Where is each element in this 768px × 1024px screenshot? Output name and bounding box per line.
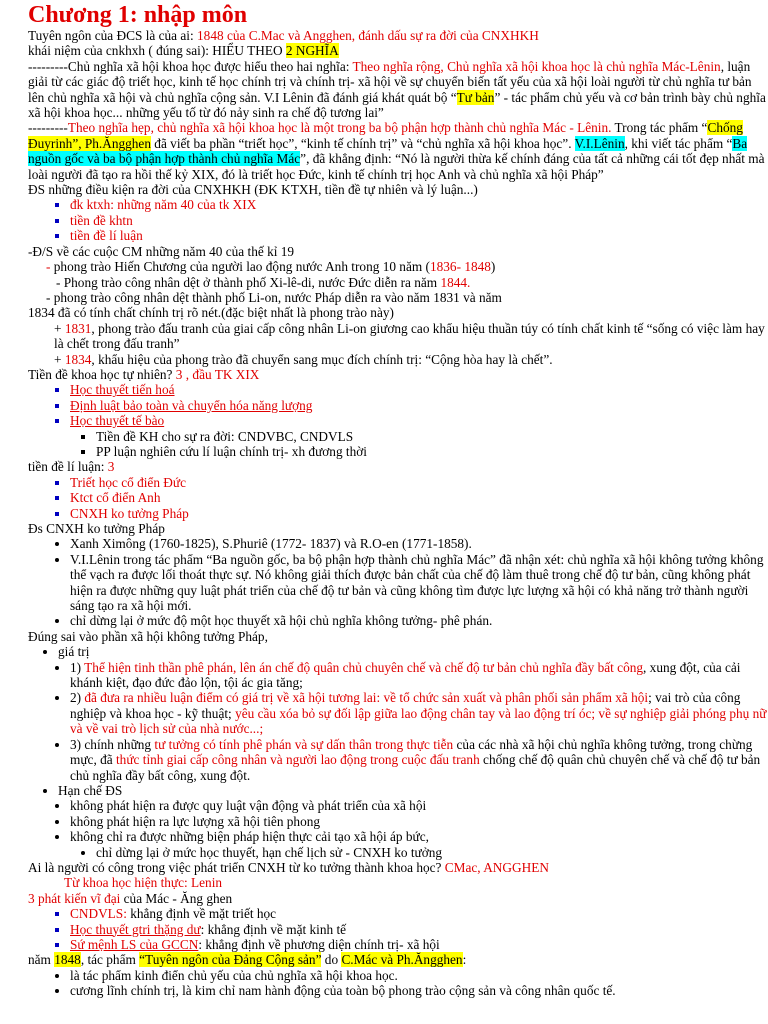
utopian-heading: Đs CNXH ko tưởng Pháp <box>28 521 165 536</box>
list-item: ▪ Ktct cổ điển Anh <box>70 490 768 505</box>
list-item: • cương lĩnh chính trị, là kim chỉ nam hành động của toàn bộ phong trào cộng sản và công nhân quốc tế. <box>70 983 768 998</box>
revolution-lyon-cont: 1834 đã có tính chất chính trị rõ nét.(đặc biệt nhất là phong trào này) <box>28 305 394 321</box>
list-item: • Xanh Ximông (1760-1825), S.Phuriê (1772- 1837) và R.O-en (1771-1858). <box>70 536 768 551</box>
revolution-silesia: - Phong trào công nhân dệt ở thành phố Xi-lê-di, nước Đức diễn ra năm 1844. <box>56 274 471 290</box>
theory-list <box>28 475 768 521</box>
paragraph-narrow-meaning: ---------Theo nghĩa hẹp, chủ nghĩa xã hội khoa học là một trong ba bộ phận hợp thành chủ nghĩa Mác - Lênin. Trong tác phẩm “Chống Đuyrinh”, Ph.Ăngghen đã viết ba phần “triết học”, “kinh tế chính trị” và “chủ nghĩa xã hội khoa học”. V.I.Lênin, khi viết tác phẩm “Ba nguồn gốc và ba bộ phận hợp thành chủ nghĩa Mác”, đã khẳng định: “Nó là người thừa kế chính đáng của tất cả những cái tốt đẹp nhất mà loài người đã tạo ra hồi thế kỷ XIX, đó là triết học Đức, kinh tế chính trị học Anh và chủ nghĩa xã hội Pháp” <box>28 120 765 182</box>
lyon-1834: + 1834, khẩu hiệu của phong trào đã chuyển sang mục đích chính trị: “Cộng hòa hay là chết”. <box>54 351 553 367</box>
contributors-lenin: Từ khoa học hiện thực: Lenin <box>64 875 223 891</box>
list-item: ▪ Học thuyết gtri thặng dư: khẳng định về mặt kinh tế <box>70 922 768 937</box>
list-item: • V.I.Lênin trong tác phẩm “Ba nguồn gốc, ba bộ phận hợp thành chủ nghĩa Mác” đã nhận xét: chủ nghĩa xã hội không tưởng không thể vạch ra được lối thoát thực sự. Nó không giải thích được bản chất của chế độ làm thuê trong chế độ tư bản, cũng không phát hiện ra được những quy luật phát triển của chế độ tư bản và cũng không tìm được lực lượng xã hội có khả năng trở thành người sáng tạo ra xã hội mới. <box>70 552 768 614</box>
list-item: • không phát hiện ra được quy luật vận động và phát triển của xã hội <box>70 798 768 813</box>
conditions-heading: ĐS những điều kiện ra đời của CNXHKH (ĐK KTXH, tiền đề tự nhiên và lý luận...) <box>28 182 478 198</box>
utopian-france-heading: Đúng sai vào phần xã hội không tưởng Pháp, <box>28 628 268 644</box>
list-item: • không phát hiện ra lực lượng xã hội tiên phong <box>70 814 768 829</box>
conditions-list <box>28 197 768 243</box>
values-list <box>28 660 768 783</box>
natural-science-sublist <box>28 429 768 460</box>
values-block <box>28 644 768 659</box>
discoveries-heading: 3 phát kiến vĩ đại của Mác - Ăng ghen <box>28 890 233 906</box>
list-item: ▪ Sứ mệnh LS của GCCN: khẳng định về phương diện chính trị- xã hội <box>70 937 768 952</box>
list-item: ▪ Học thuyết tiến hoá <box>70 382 768 397</box>
revolutions-heading: -Đ/S về các cuộc CM những năm 40 của thế kỉ 19 <box>28 243 295 259</box>
revolution-lyon: - phong trào công nhân dệt thành phố Li-on, nước Pháp diễn ra vào năm 1831 và năm <box>46 289 502 305</box>
limits-list <box>28 798 768 844</box>
list-item: ▪ Học thuyết tế bào <box>70 413 768 428</box>
list-item: ▪ đk ktxh: những năm 40 của tk XIX <box>70 197 768 212</box>
list-item: • không chỉ ra được những biện pháp hiện thực cải tạo xã hội áp bức, <box>70 829 768 844</box>
list-item: ▪ tiền đề khtn <box>70 213 768 228</box>
natural-science-heading: Tiền đề khoa học tự nhiên? 3 , đầu TK XIX <box>28 366 260 382</box>
list-item: ▪ PP luận nghiên cứu lí luận chính trị- xh đương thời <box>96 444 768 459</box>
list-item: ▪ Triết học cổ điển Đức <box>70 475 768 490</box>
paragraph-broad-meaning: ---------Chủ nghĩa xã hội khoa học được hiểu theo hai nghĩa: Theo nghĩa rộng, Chủ nghĩa xã hội khoa học là chủ nghĩa Mác-Lênin, luận giải từ các giác độ triết học, kinh tế học chính trị và chính trị- xã hội về sự chuyển biến tất yếu của xã hội loài người từ chủ nghĩa tư bản lên chủ nghĩa xã hội và chủ nghĩa cộng sản. V.I Lênin đã đánh giá khát quát bộ “Tư bản” - tác phẩm chủ yếu và cơ bản trình bày chủ nghĩa xã hội khoa học... những yếu tố từ đó nảy sinh ra chế độ tương lai” <box>28 58 766 121</box>
contributors-question: Ai là người có công trong việc phát triển CNXH từ ko tưởng thành khoa học? CMac, ANGGHEN <box>28 859 549 875</box>
values-heading: • giá trị <box>58 644 768 659</box>
limits-sublist <box>28 845 768 860</box>
limits-block <box>28 783 768 798</box>
list-item: ▪ CNXH ko tưởng Pháp <box>70 506 768 521</box>
utopian-list <box>28 536 768 628</box>
manifesto-list <box>28 968 768 999</box>
list-item: • chỉ dừng lại ở mức độ một học thuyết xã hội chủ nghĩa không tưởng- phê phán. <box>70 613 768 628</box>
list-item: • 1) Thể hiện tinh thần phê phán, lên án chế độ quân chủ chuyên chế và chế độ tư bản chủ nghĩa đầy bất công, xung đột, của cải khánh kiệt, đạo đức đảo lộn, tội ác gia tăng; <box>70 660 768 691</box>
line-concept: khái niệm của cnkhxh ( đúng sai): HIỂU THEO 2 NGHĨA <box>28 43 339 59</box>
list-item: ▪ tiền đề lí luận <box>70 228 768 243</box>
discoveries-list <box>28 906 768 952</box>
list-item: ▪ Tiền đề KH cho sự ra đời: CNDVBC, CNDVLS <box>96 429 768 444</box>
manifesto-line: năm 1848, tác phẩm “Tuyên ngôn của Đảng Cộng sản” do C.Mác và Ph.Ăngghen: <box>28 952 467 968</box>
line-manifesto: Tuyên ngôn của ĐCS là của ai: 1848 của C.Mac và Angghen, đánh dấu sự ra đời của CNXHKH <box>28 28 539 43</box>
list-item: ▪ Định luật bảo toàn và chuyển hóa năng lượng <box>70 398 768 413</box>
list-item: ▪ CNDVLS: khẳng định về mặt triết học <box>70 906 768 921</box>
list-item: • 3) chính những tư tưởng có tính phê phán và sự dấn thân trong thực tiễn của các nhà xã hội chủ nghĩa không tưởng, trong chừng mực, đã thức tỉnh giai cấp công nhân và người lao động trong cuộc đấu tranh chống chế độ quân chủ chuyên chế và chế độ tư bản chủ nghĩa đầy bất công, xung đột. <box>70 737 768 783</box>
chapter-title: Chương 1: nhập môn <box>28 2 248 28</box>
natural-science-list <box>28 382 768 428</box>
limits-heading: • Hạn chế ĐS <box>58 783 768 798</box>
list-item: • là tác phẩm kinh điển chủ yếu của chủ nghĩa xã hội khoa học. <box>70 968 768 983</box>
revolution-england: - phong trào Hiến Chương của người lao động nước Anh trong 10 năm (1836- 1848) <box>46 259 496 275</box>
list-item: • 2) đã đưa ra nhiều luận điểm có giá trị về xã hội tương lai: về tổ chức sản xuất và phân phối sản phẩm xã hội; vai trò của công nghiệp và khoa học - kỹ thuật; yêu cầu xóa bỏ sự đối lập giữa lao động chân tay và lao động trí óc; về sự nghiệp giải phóng phụ nữ và về vai trò lịch sử của nhà nước...; <box>70 690 768 736</box>
lyon-1831: + 1831, phong trào đấu tranh của giai cấp công nhân Li-on giương cao khẩu hiệu thuần túy có tính chất kinh tế “sống có việc làm hay là chết trong đấu tranh” <box>54 320 765 352</box>
theory-heading: tiền đề lí luận: 3 <box>28 459 115 475</box>
list-item: • chỉ dừng lại ở mức học thuyết, hạn chế lịch sử - CNXH ko tưởng <box>96 845 768 860</box>
